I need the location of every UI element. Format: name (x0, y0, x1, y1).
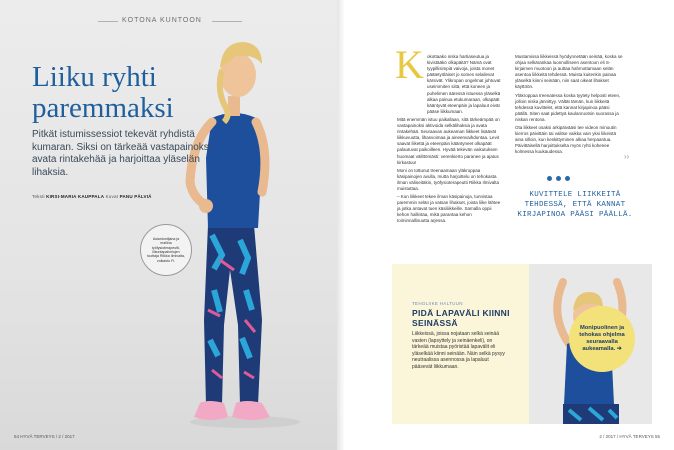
body-paragraph: okottaako niska hartiaseutua ja kivistääkö olkapäitä? Nämä ovat tyypillisimpiä vaivoja, joista monet päätetyöläiset jo somes selailevat kärsivät. Ylikropan ongelmat johtuvat useimmiten siitä, että koneen ja puhelimen ääressä istuessa yläselkä alkaa painua etukumaraan, olkapäät kääntyvät eteenpäin ja lapaluut eivät pääse liikkumaan. (427, 54, 501, 114)
body-column-1 (397, 54, 504, 227)
lead-paragraph: Pitkät istumissessiot tekevät ryhdistä kumaran. Siksi on tärkeää vastapainoksi avata rintakehää ja harjoittaa yläselän lihaksia. (32, 129, 211, 178)
dot-icon (547, 176, 552, 181)
boxout-kicker: TEHOLIIKE HALTUUN (412, 301, 463, 306)
section-rule-left (98, 21, 118, 22)
boxout-body: Liikkeissä, joissa nojataan selkä seinää vasten (lapsyttely ja seinäenkeli), on tärkeää muistaa pyöristää lapavälit eli yläselkää kiinni seinään. Näin selkä pysyy neutraalissa asennossa ja lapaluut pääsevät liikkumaan. (412, 331, 505, 370)
byline-photographer: PANU PÄLVIÄ (119, 194, 152, 199)
byline-author: KIRSI-MARIA KAUPPALA (46, 194, 105, 199)
pull-quote: KUVITTELE LIIKKEITÄ TEHDESSÄ, ETTÄ KANNAT KIRJAPINOA PÄÄSI PÄÄLLÄ. (517, 191, 633, 219)
gutter-shadow (337, 0, 345, 450)
body-paragraph: Moni on tottunut treenaamaan yläkroppaa käsipainojen avulla, mutta harjoittelu on tehokasta ilman välineitäkin, työfysioterapeutti Riikka Ilmivalta muistuttaa. (397, 167, 500, 191)
drop-cap: K (395, 42, 424, 87)
separator-dots (547, 176, 570, 181)
caption-text: Asiantuntijana ja mallina työfysioterapeutti, liikuntapalvelujen tuottaja Riikka Ilmivalta, voikasto Fi. (147, 236, 185, 263)
dot-icon (556, 176, 561, 181)
body-paragraph: – Kun liikkeet tekee ilman käsipainoja, tunnistaa paremmin selän ja vatsan lihakset, joista liike lähtee ja jotka antavat tuen käsiliikkeille. Samalla oppii kehon hallintaa, mikä parantaa kehon toiminnallisuutta arjessa. (397, 194, 501, 224)
dot-icon (565, 176, 570, 181)
byline-prefix: Teksti (32, 194, 47, 199)
body-column-2 (515, 54, 623, 158)
body-paragraph: Yläkroppaa treenatessa koska tyytety helposti eteen, jolloin niska jännittyy. Vältät tämän, kun liikkeitä tehdessä kuvittelet, että kannat kirjapinoa pääsi päällä. Siten saat pidettyä kaulanruotsin suorassa ja niskan rentona. (515, 92, 621, 122)
chevron-right-icon: ›› (624, 152, 630, 161)
boxout-title: PIDÄ LAPAVÄLI KIINNI SEINÄSSÄ (412, 308, 510, 328)
next-spread-badge (569, 306, 635, 372)
byline (32, 194, 152, 199)
page-title: Liiku ryhti paremmaksi (32, 61, 174, 124)
body-paragraph: Mustamissa liikkeissä hyödynnetään seinää, koska se ohjaa selkärankaa luonnolliseen asentoon eli S-kirjaimen muotoon ja auttaa hahmottamaan selän asentoa liikkeitä tehdessä. Muista kuitenkin painaa yläselkä kiinni seinään, niin saat oikeat lihakset käyttöön. (515, 54, 623, 90)
photo-caption (140, 224, 192, 276)
badge-text: Monipuolinen ja tehokas ohjelma seuraavalla aukeamalla. ➔ (579, 325, 625, 352)
folio-right: 2 / 2017 / HYVÄ TERVEYS 55 (599, 434, 660, 439)
byline-photo-prefix: Kuvat (104, 194, 120, 199)
folio-left: 54 HYVÄ TERVEYS / 2 / 2017 (14, 434, 75, 439)
body-paragraph: Ota liikkeet osaksi arkipäivääsi tee videon minuutin kierros päivittäin tai valitse vaikka vain yksi liikeistä aina silloin, kun keskittyminen alkaa herpaantua. Päivittäisellä harjoittukselta myös ryhti kohenee kolmessa kuukaudessa. (515, 125, 617, 155)
right-page (337, 0, 674, 450)
section-label: KOTONA KUNTOON (122, 17, 202, 24)
body-paragraph: Mitä enemmän istuu paikallaan, sitä tärkeämpää on vastapainoksi aktivoida selkälihaksia ja avata rintakehää. Seuraavan aukeaman liikkeet lisäävät liikkuvuutta, lihasvoimaa ja aineenvaihduntaa. Levit saavat liikettä ja eteenpäin kääntyneet olkapäät palautuvat paikoilleen. Hyvää tekevän vaikutuksen huomaat välittömästi: verenkierto paranee ja ajatus kirkastuu! (397, 116, 500, 165)
